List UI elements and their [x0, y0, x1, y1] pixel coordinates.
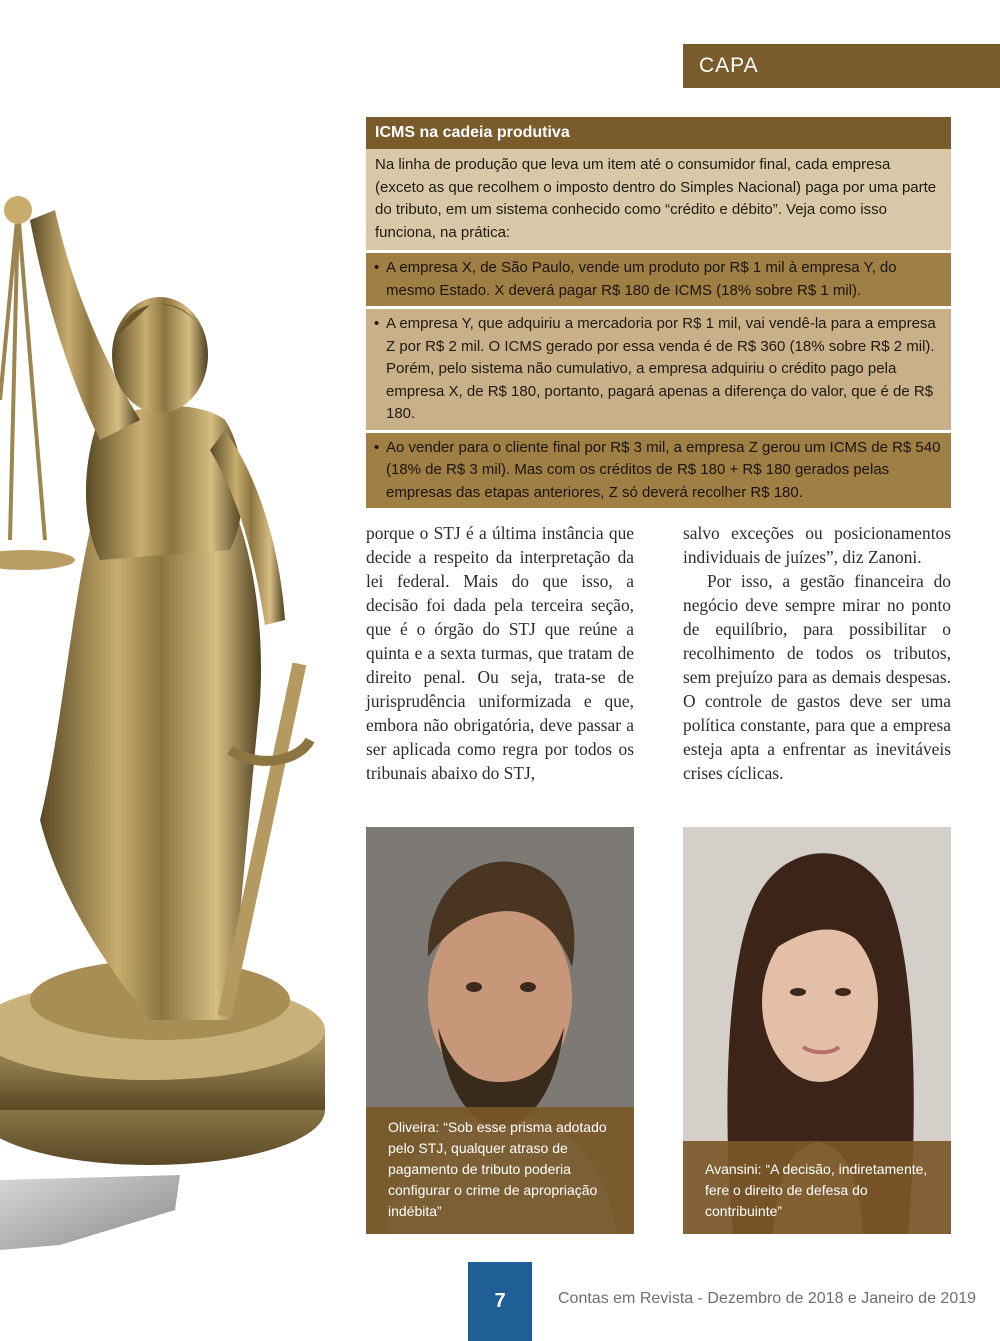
photo-avansini [683, 827, 951, 1234]
info-box-item: • A empresa X, de São Paulo, vende um produto por R$ 1 mil à empresa Y, do mesmo Estado. X deverá pagar R$ 180 de ICMS (18% sobre R$ 1 mil). [366, 250, 951, 306]
section-tab [683, 44, 1000, 88]
body-paragraph: Por isso, a gestão financeira do negócio deve sempre mirar no ponto de equilíbrio, para possibilitar o recolhimento de todos os tributos, sem prejuízo para as demais despesas. O controle de gastos deve ser uma política constante, para que a empresa esteja apta a enfrentar as inevitáveis crises cíclicas. [683, 571, 951, 783]
info-box-title: ICMS na cadeia produtiva [366, 117, 951, 149]
publication-footer: Contas em Revista - Dezembro de 2018 e Janeiro de 2019 [558, 1290, 977, 1307]
photo-oliveira [366, 827, 634, 1234]
icms-info-box [366, 117, 951, 508]
page-number [468, 1262, 532, 1341]
info-box-item: • Ao vender para o cliente final por R$ 3 mil, a empresa Z gerou um ICMS de R$ 540 (18% de R$ 3 mil). Mas com os créditos de R$ 180 + R$ 180 gerados pelas empresas das etapas anteriores, Z só deverá recolher R$ 180. [366, 430, 951, 509]
body-column-1 [366, 521, 634, 785]
section-label: CAPA [699, 54, 759, 77]
photo-caption: Oliveira: “Sob esse prisma adotado pelo STJ, qualquer atraso de pagamento de tributo poderia configurar o crime de apropriação indébita” [366, 1107, 634, 1234]
lady-justice-statue-image [0, 100, 360, 1250]
photo-caption: Avansini: “A decisão, indiretamente, fere o direito de defesa do contribuinte” [683, 1141, 951, 1234]
info-box-intro: Na linha de produção que leva um item até o consumidor final, cada empresa (exceto as que recolhem o imposto dentro do Simples Nacional) paga por uma parte do tributo, em um sistema conhecido como “crédito e débito”. Veja como isso funciona, na prática: [366, 149, 951, 250]
page-number-label: 7 [494, 1290, 506, 1312]
body-paragraph: salvo exceções ou posicionamentos individuais de juízes”, diz Zanoni. [683, 523, 951, 567]
body-paragraph: porque o STJ é a última instância que decide a respeito da interpretação da lei federal. Mais do que isso, a decisão foi dada pela terceira seção, que é o órgão do STJ que reúne a quinta e a sexta turmas, que tratam de direito penal. Ou seja, trata-se de jurisprudência uniformizada e que, embora não obrigatória, deve passar a ser aplicada como regra por todos os tribunais abaixo do STJ, [366, 523, 634, 783]
body-column-2 [683, 521, 951, 785]
info-box-item: • A empresa Y, que adquiriu a mercadoria por R$ 1 mil, vai vendê-la para a empresa Z por R$ 2 mil. O ICMS gerado por essa venda é de R$ 360 (18% sobre R$ 2 mil). Porém, pelo sistema não cumulativo, a empresa adquiriu o crédito pago pela empresa X, de R$ 180, portanto, pagará apenas a diferença do valor, que é de R$ 180. [366, 306, 951, 430]
